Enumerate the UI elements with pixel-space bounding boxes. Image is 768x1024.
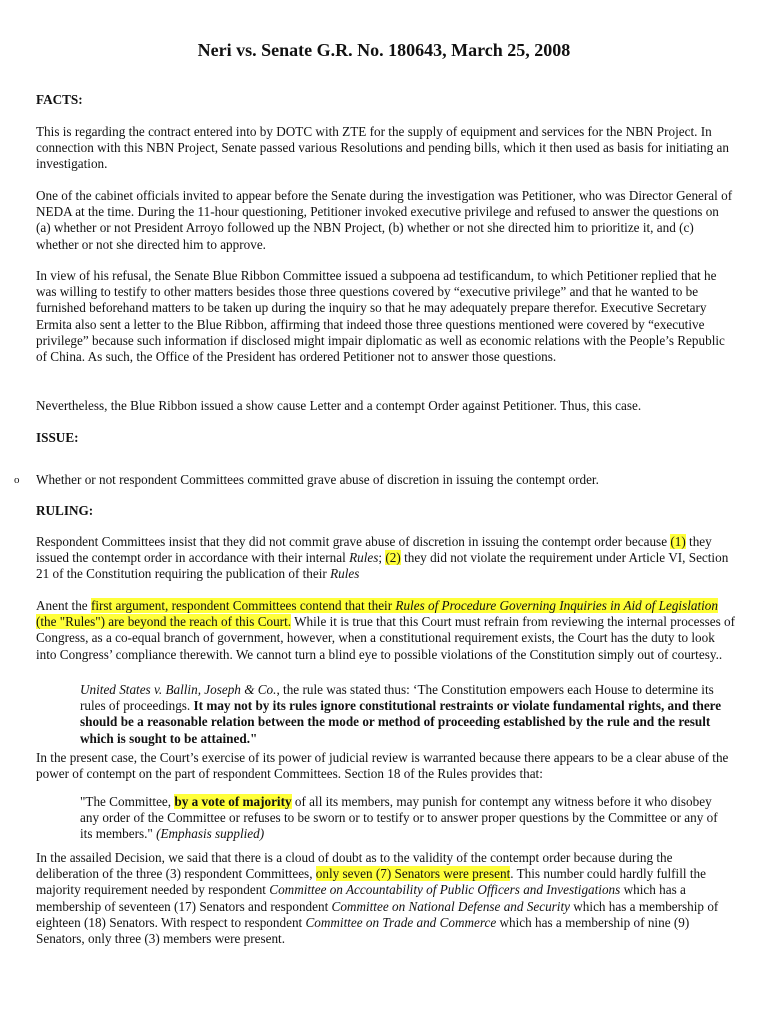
- italic-term: Rules of Procedure Governing Inquiries in Aid of Legislation: [395, 598, 718, 613]
- text-span: , the rule was stated thus: ‘The Constitution empowers each House to determine its rules of proceedings.: [80, 682, 714, 714]
- ruling-paragraph-4: [36, 850, 736, 947]
- text-span: which has a membership of nine (9) Senators, only three (3) members were present.: [36, 914, 690, 947]
- text-span: "The Committee,: [80, 794, 175, 809]
- text-span: While it is true that this Court must refrain from reviewing the internal processes of Congress, as a co-equal branch of government, however, when a constitutional requirement exists, the Court has the duty to look into Congress’ compliance therewith. We cannot turn a blind eye to possible violations of the Constitution simply out of courtesy..: [36, 614, 736, 662]
- text-span: they issued the contempt order in accordance with their internal: [36, 534, 712, 566]
- highlight-number-1: (1): [670, 534, 686, 549]
- text-span: of all its members, may punish for contempt any witness before it who disobey any order of the Committee or refuses to be sworn or to testify or to answer proper questions by the Committee or any of its members.": [80, 794, 718, 842]
- italic-term: Rules: [330, 566, 360, 582]
- document-title: Neri vs. Senate G.R. No. 180643, March 25, 2008: [197, 40, 571, 60]
- text-span: Anent the: [36, 598, 91, 613]
- highlight-number-2: (2): [385, 550, 401, 566]
- text-span: In the assailed Decision, we said that there is a cloud of doubt as to the validity of the contempt order because during the deliberation of the three (3) respondent Committees,: [36, 850, 673, 882]
- text-span: which has a membership of eighteen (18) Senators. With respect to respondent: [36, 898, 719, 930]
- facts-paragraph-3: In view of his refusal, the Senate Blue Ribbon Committee issued a subpoena ad testificandum, to which Petitioner replied that he was willing to testify to other matters besides those three questions covered by “executive privilege” and that he wanted to be furnished beforehand matters to be taken up during the inquiry so that he may adequately prepare therefor. Executive Secretary Ermita also sent a letter to the Blue Ribbon, affirming that indeed those three questions mentioned were covered by “executive privilege” because such information if disclosed might impair diplomatic as well as economic relations with the People’s Republic of China. As such, the Office of the President has ordered Petitioner not to answer those questions.: [36, 268, 725, 365]
- text-span: (the "Rules") are beyond the reach of this Court.: [36, 614, 292, 630]
- issue-heading: ISSUE:: [36, 430, 79, 445]
- issue-bullet: o: [14, 474, 20, 486]
- quote-section-18: [80, 794, 730, 843]
- ruling-paragraph-1: [36, 534, 736, 583]
- bold-quote: It may not by its rules ignore constitutional restraints or violate fundamental rights, and there should be a reasonable relation between the mode or method of proceeding established by the rule and the result which is sought to be attained.": [80, 698, 722, 746]
- highlight-seven-senators: only seven (7) Senators were present: [315, 866, 511, 882]
- facts-paragraph-1: This is regarding the contract entered into by DOTC with ZTE for the supply of equipment and services for the NBN Project. In connection with this NBN Project, Senate passed various Resolutions and pending bills, which it then used as basis for initiating an investigation.: [36, 124, 729, 172]
- case-citation: United States v. Ballin, Joseph & Co.: [80, 682, 277, 697]
- ruling-paragraph-3: In the present case, the Court’s exercise of its power of judicial review is warranted because there appears to be a clear abuse of the power of contempt on the part of respondent Committees. Section 18 of the Rules provides that:: [36, 750, 729, 782]
- text-span: . This number could hardly fulfill the majority requirement needed by respondent: [36, 866, 706, 898]
- ruling-heading: RULING:: [36, 503, 94, 518]
- committee-name: Committee on Accountability of Public Officers and Investigations: [269, 882, 621, 898]
- emphasis-note: (Emphasis supplied): [156, 826, 265, 842]
- facts-paragraph-2: One of the cabinet officials invited to appear before the Senate during the investigation was Petitioner, who was Director General of NEDA at the time. During the 11-hour questioning, Petitioner invoked executive privilege and refused to answer the questions on (a) whether or not President Arroyo followed up the NBN Project, (b) whether or not she directed him to prioritize it, and (c) whether or not she directed him to approve.: [36, 188, 733, 252]
- italic-term: Rules: [349, 550, 379, 566]
- facts-paragraph-4: Nevertheless, the Blue Ribbon issued a show cause Letter and a contempt Order against Petitioner. Thus, this case.: [36, 398, 642, 413]
- text-span: Respondent Committees insist that they did not commit grave abuse of discretion in issuing the contempt order because: [36, 534, 671, 549]
- quote-ballin: [80, 682, 730, 747]
- text-span: they did not violate the requirement under Article VI, Section 21 of the Constitution requiring the publication of their: [36, 550, 729, 582]
- committee-name: Committee on Trade and Commerce: [305, 914, 497, 930]
- text-span: which has a membership of seventeen (17) Senators and respondent: [36, 882, 686, 914]
- text-span: first argument, respondent Committees contend that their: [90, 598, 396, 613]
- facts-heading: FACTS:: [36, 92, 83, 107]
- highlight-majority: by a vote of majority: [174, 794, 292, 809]
- issue-text: Whether or not respondent Committees committed grave abuse of discretion in issuing the contempt order.: [36, 472, 599, 487]
- ruling-paragraph-2: [36, 598, 736, 663]
- text-span: ;: [378, 550, 386, 566]
- committee-name: Committee on National Defense and Security: [331, 898, 570, 914]
